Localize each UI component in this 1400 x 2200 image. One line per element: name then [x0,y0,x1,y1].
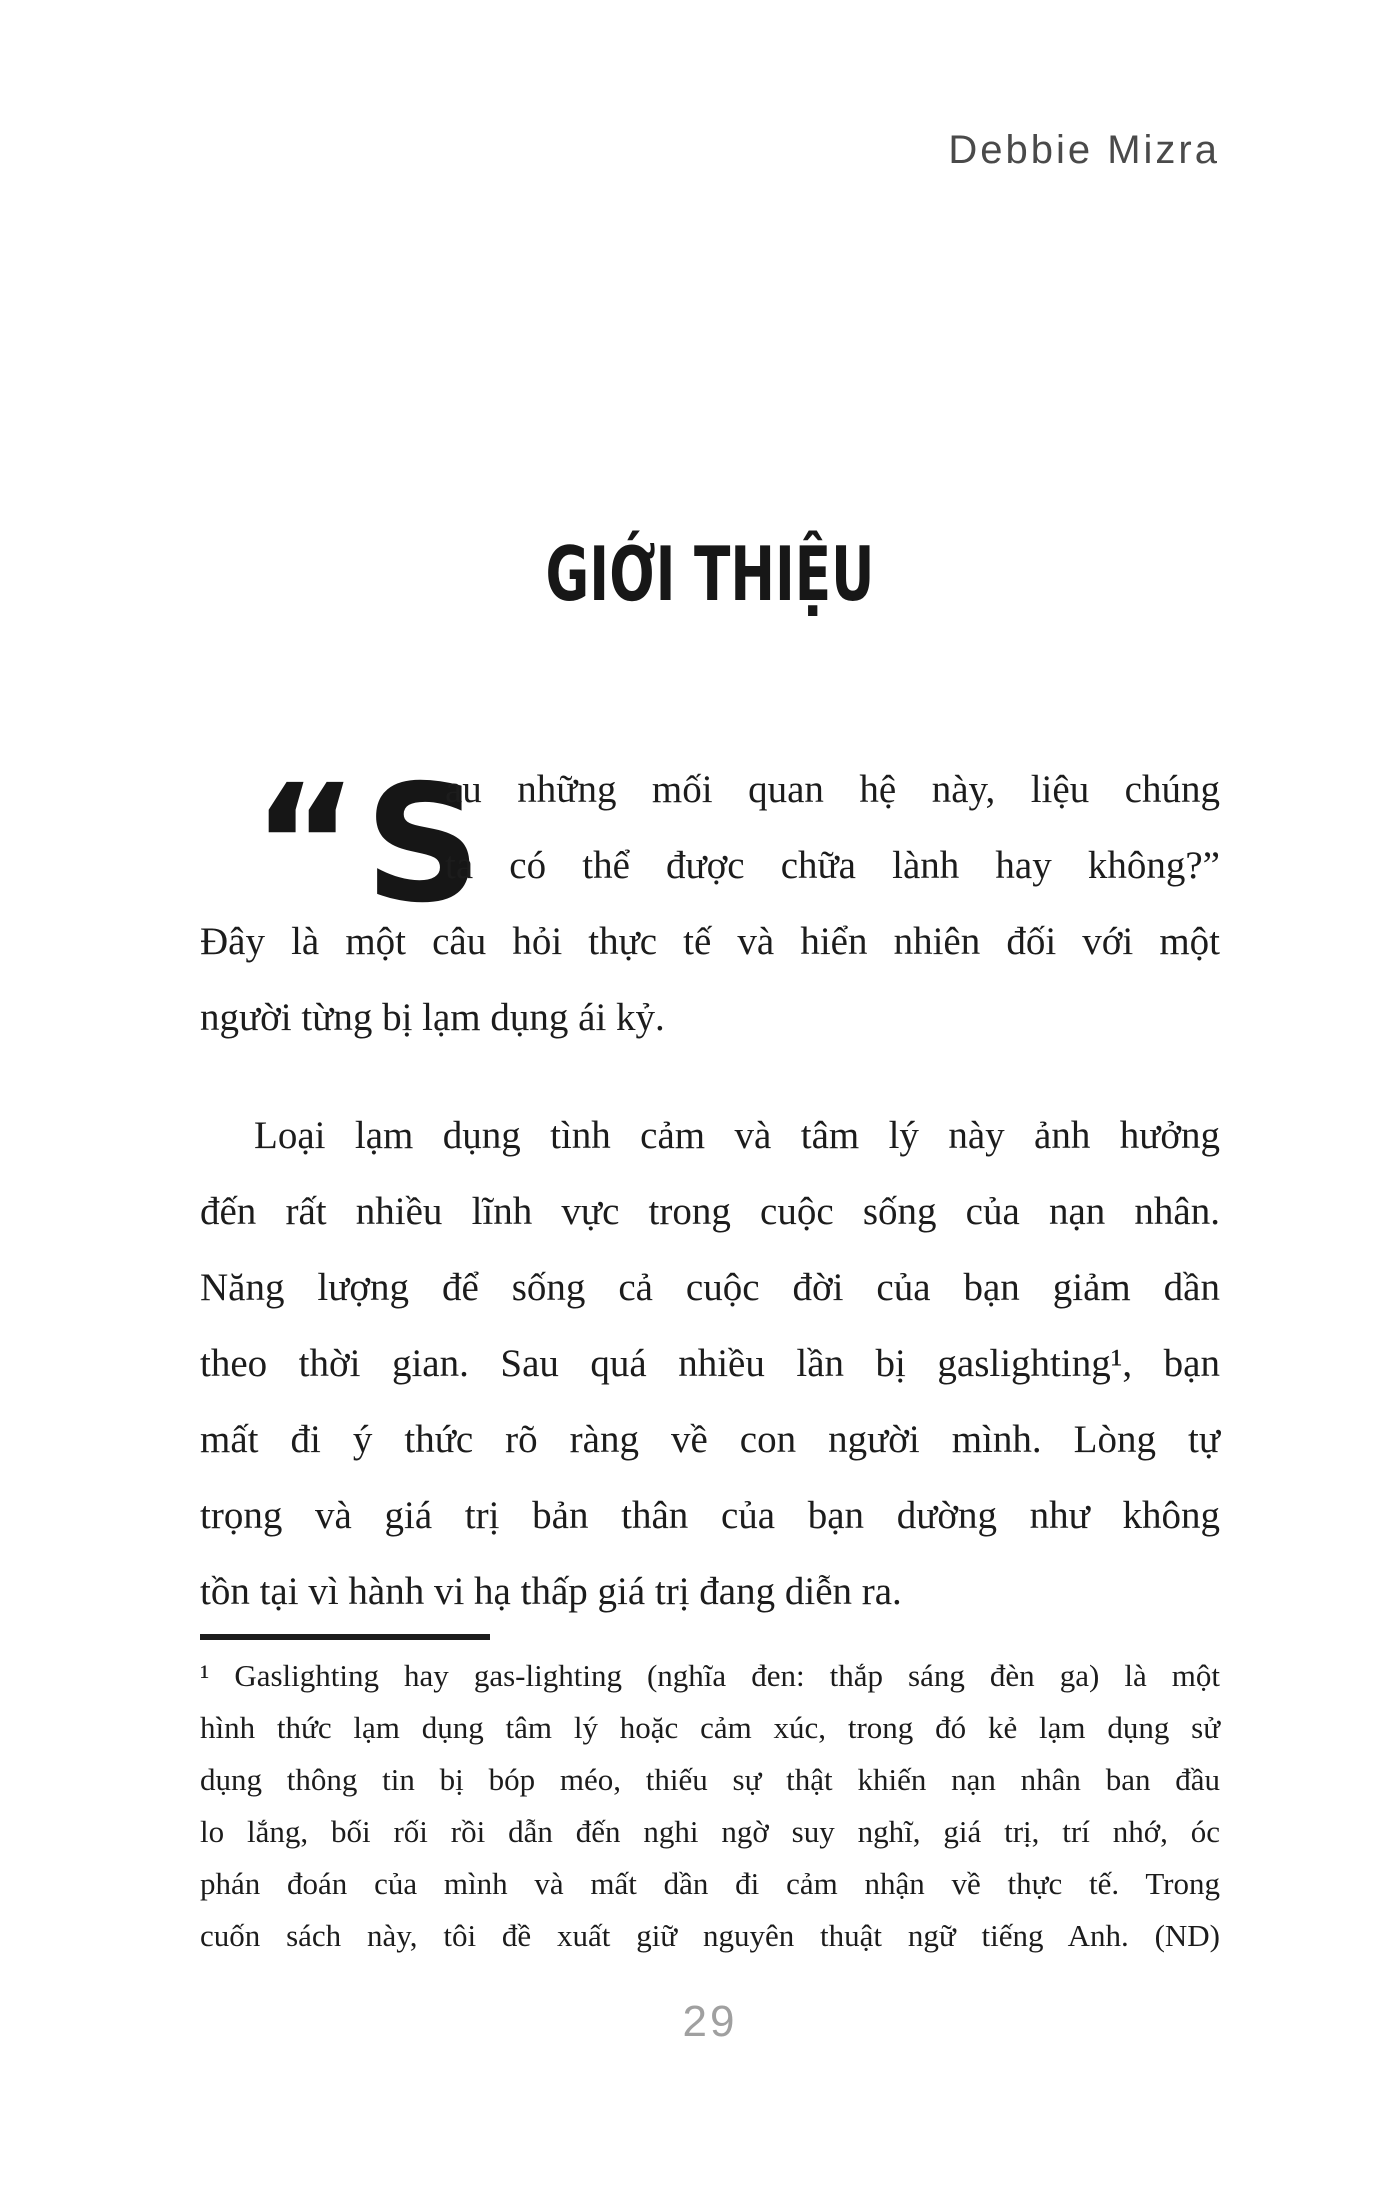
drop-cap-open-quote: “ [252,751,359,939]
body-line: mất đi ý thức rõ ràng về con người mình. Lòng tự [200,1418,1220,1461]
body-line: tồn tại vì hành vi hạ thấp giá trị đang diễn ra. [200,1570,902,1613]
chapter-title: GIỚI THIỆU [545,530,875,618]
footnote-line: hình thức lạm dụng tâm lý hoặc cảm xúc, trong đó kẻ lạm dụng sử [200,1710,1220,1745]
body-line: Đây là một câu hỏi thực tế và hiển nhiên đối với một [200,920,1220,963]
footnote-line: cuốn sách này, tôi đề xuất giữ nguyên thuật ngữ tiếng Anh. (ND) [200,1918,1220,1953]
body-line: ta có thể được chữa lành hay không?” [445,844,1220,887]
body-line: trọng và giá trị bản thân của bạn dường như không [200,1494,1220,1537]
body-line: đến rất nhiều lĩnh vực trong cuộc sống của nạn nhân. [200,1190,1220,1233]
footnote-line: dụng thông tin bị bóp méo, thiếu sự thật khiến nạn nhân ban đầu [200,1762,1220,1797]
body-line: theo thời gian. Sau quá nhiều lần bị gaslighting¹, bạn [200,1342,1220,1385]
footnote-line: ¹ Gaslighting hay gas-lighting (nghĩa đen: thắp sáng đèn ga) là một [200,1658,1220,1693]
body-line: au những mối quan hệ này, liệu chúng [445,768,1220,811]
body-line: người từng bị lạm dụng ái kỷ. [200,996,665,1039]
footnote [200,1650,1220,1962]
paragraph-2 [200,1098,1220,1630]
footnote-separator-rule [200,1634,490,1640]
drop-cap-letter: S [364,751,482,939]
body-line: Năng lượng để sống cả cuộc đời của bạn giảm dần [200,1266,1220,1309]
page-number: 29 [682,1997,738,2046]
running-header-author: Debbie Mizra [948,128,1220,172]
paragraph-1 [200,752,1220,1056]
body-line: Loại lạm dụng tình cảm và tâm lý này ảnh hưởng [254,1114,1220,1157]
footnote-line: phán đoán của mình và mất dần đi cảm nhận về thực tế. Trong [200,1866,1220,1901]
footnote-line: lo lắng, bối rối rồi dẫn đến nghi ngờ suy nghĩ, giá trị, trí nhớ, óc [200,1814,1220,1849]
